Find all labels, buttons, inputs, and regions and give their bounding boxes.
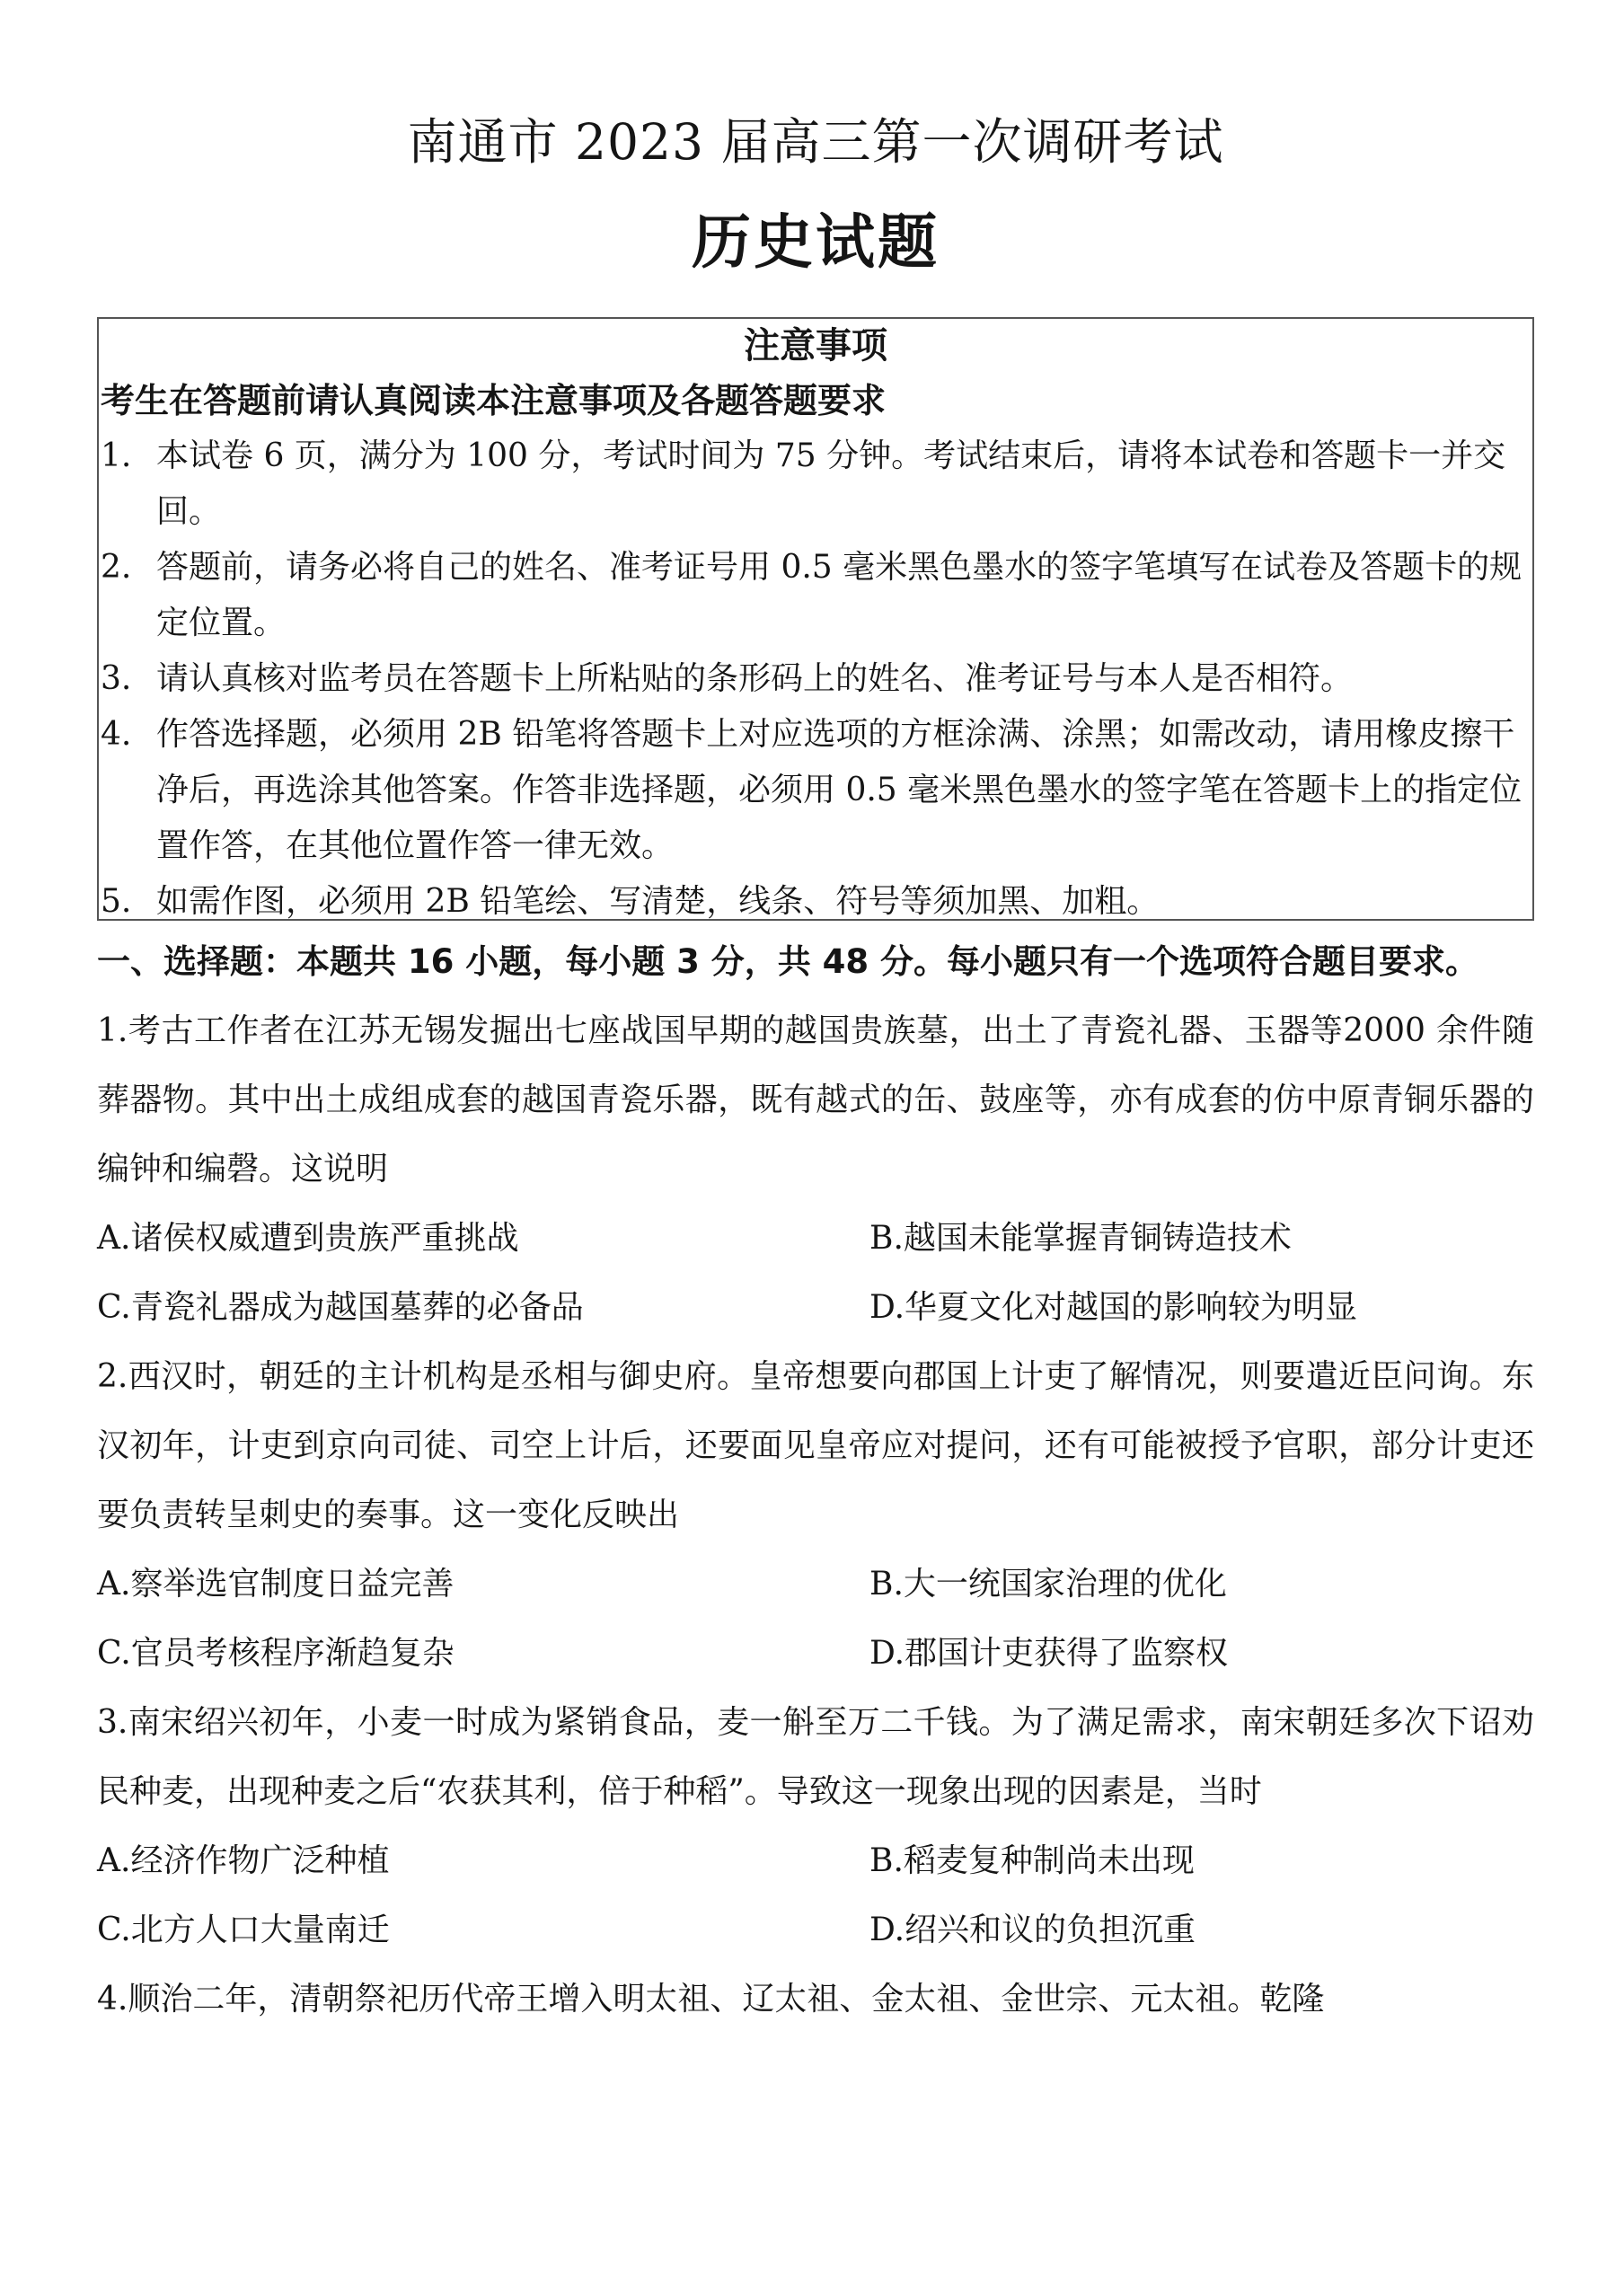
question-stem: 4.顺治二年，清朝祭祀历代帝王增入明太祖、辽太祖、金太祖、金世宗、元太祖。乾隆 [97,1981,1325,2018]
notice-item [99,651,1532,707]
option-d: D.郡国计吏获得了监察权 [869,1635,1229,1672]
option-a: A.诸侯权威遭到贵族严重挑战 [97,1220,519,1257]
option-c: C.北方人口大量南迁 [97,1912,390,1948]
notice-heading: 注意事项 [744,325,887,366]
notice-intro: 考生在答题前请认真阅读本注意事项及各题答题要求 [101,381,887,420]
option-c: C.青瓷礼器成为越国墓葬的必备品 [97,1289,584,1326]
notice-item-text: 答题前，请务必将自己的姓名、准考证号用 0.5 毫米黑色墨水的签字笔填写在试卷及答题卡的规定位置。 [156,549,1522,641]
notice-item-text: 本试卷 6 页，满分为 100 分，考试时间为 75 分钟。考试结束后，请将本试卷和答题卡一并交回。 [156,437,1506,530]
option-b: B.稻麦复种制尚未出现 [869,1842,1195,1879]
option-b: B.越国未能掌握青铜铸造技术 [869,1220,1292,1257]
option-a: A.经济作物广泛种植 [97,1842,390,1879]
question-section [97,928,1534,2034]
exam-page [97,106,1534,2018]
option-grid [97,1204,1534,1342]
question-stem: 2.西汉时，朝廷的主计机构是丞相与御史府。皇帝想要向郡国上计吏了解情况，则要遣近臣问询。东汉初年，计吏到京向司徒、司空上计后，还要面见皇帝应对提问，还有可能被授予官职，部分计吏还要负责转呈刺史的奏事。这一变化反映出 [97,1358,1534,1533]
notice-item [99,428,1532,540]
option-b: B.大一统国家治理的优化 [869,1566,1227,1603]
notice-item-number: 3. [101,660,132,697]
exam-title: 南通市 2023 届高三第一次调研考试 [407,113,1224,171]
section-heading: 一、选择题：本题共 16 小题，每小题 3 分，共 48 分。每小题只有一个选项符合题目要求。 [97,942,1479,981]
notice-item [99,540,1532,651]
notice-item-text: 请认真核对监考员在答题卡上所粘贴的条形码上的姓名、准考证号与本人是否相符。 [156,660,1354,697]
notice-item-text: 作答选择题，必须用 2B 铅笔将答题卡上对应选项的方框涂满、涂黑；如需改动，请用橡皮擦干净后，再选涂其他答案。作答非选择题，必须用 0.5 毫米黑色墨水的签字笔在答题卡上的指定位置作答，在其他位置作答一律无效。 [156,716,1522,864]
subject-title: 历史试题 [692,208,940,277]
notice-item-number: 1. [101,437,132,474]
question-stem: 3.南宋绍兴初年，小麦一时成为紧销食品，麦一斛至万二千钱。为了满足需求，南宋朝廷多次下诏劝民种麦，出现种麦之后“农获其利，倍于种稻”。导致这一现象出现的因素是，当时 [97,1704,1534,1810]
question-stem: 1.考古工作者在江苏无锡发掘出七座战国早期的越国贵族墓，出土了青瓷礼器、玉器等2000 余件随葬器物。其中出土成组成套的越国青瓷乐器，既有越式的缶、鼓座等，亦有成套的仿中原青铜乐器的编钟和编磬。这说明 [97,1012,1534,1188]
option-grid [97,1550,1534,1688]
notice-item-number: 5. [101,883,132,920]
notice-box [97,317,1534,921]
notice-item [99,874,1532,930]
notice-item-number: 2. [101,549,132,586]
option-d: D.绍兴和议的负担沉重 [869,1912,1196,1948]
option-grid [97,1826,1534,1965]
notice-item-text: 如需作图，必须用 2B 铅笔绘、写清楚，线条、符号等须加黑、加粗。 [156,883,1160,920]
notice-item-number: 4. [101,716,132,753]
notice-item [99,707,1532,874]
option-a: A.察举选官制度日益完善 [97,1566,455,1603]
option-d: D.华夏文化对越国的影响较为明显 [869,1289,1358,1326]
option-c: C.官员考核程序渐趋复杂 [97,1635,455,1672]
